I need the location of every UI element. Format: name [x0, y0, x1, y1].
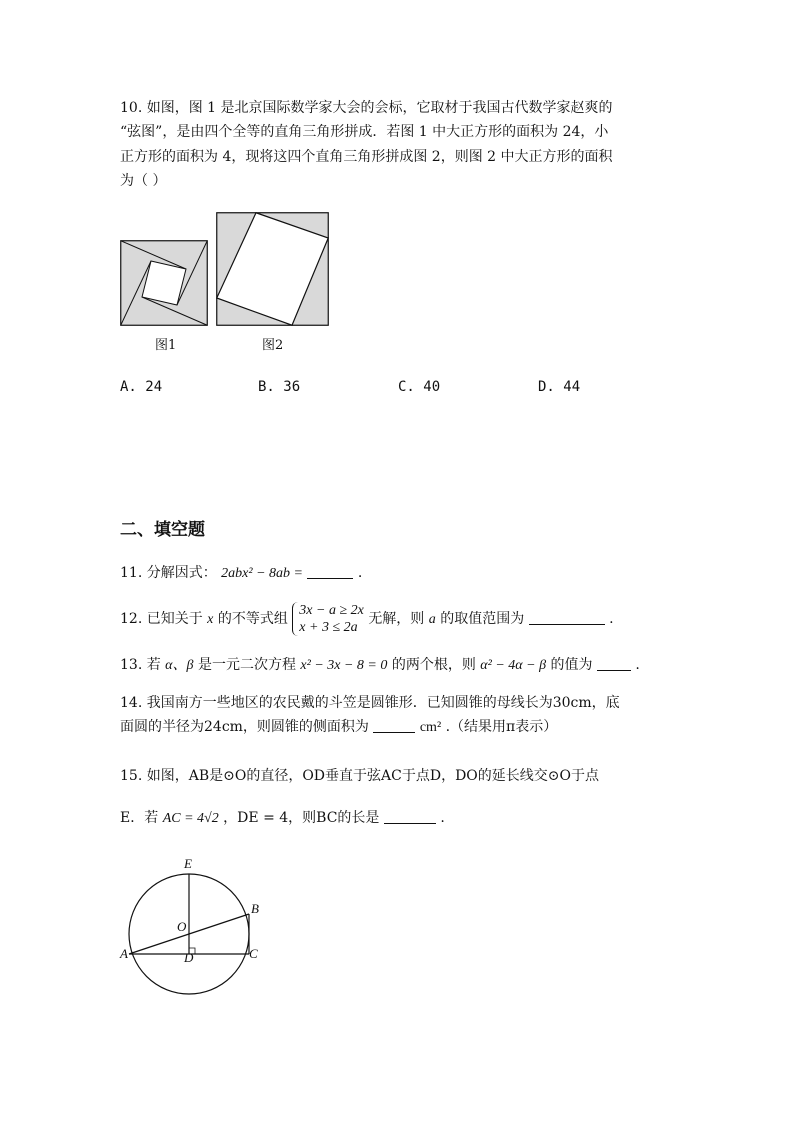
- figure-2-caption: 图2: [262, 338, 284, 353]
- q13-answer-blank[interactable]: [597, 656, 631, 671]
- q13-end: 的值为: [550, 657, 593, 673]
- q12-end: 的取值范围为: [440, 611, 525, 627]
- figure-1-string-diagram: [120, 240, 208, 326]
- q13-roots: α、β: [165, 658, 194, 673]
- point-label-d: D: [184, 950, 194, 965]
- q15-line-1: 15. 如图，AB是⊙O的直径，OD垂直于弦AC于点D，DO的延长线交⊙O于点: [120, 768, 599, 784]
- point-label-b: B: [251, 901, 259, 916]
- point-label-o: O: [177, 919, 187, 934]
- q15-mid: ，DE = 4，则BC的长是: [223, 810, 380, 826]
- q13-mid: 是一元二次方程: [197, 657, 296, 673]
- q10-option-d: D. 44: [538, 379, 581, 395]
- q10-line-4: 为（ ）: [120, 173, 167, 189]
- q12-inequality-2: x + 3 ≤ 2a: [299, 620, 358, 635]
- figure-2-square-diagram: [216, 212, 329, 326]
- q13-expression: α² − 4α − β: [480, 658, 547, 673]
- q12-prefix: 12. 已知关于: [120, 611, 203, 627]
- q15-answer-blank[interactable]: [384, 809, 436, 824]
- q13-suffix: .: [635, 657, 640, 673]
- q15-suffix: .: [440, 810, 445, 826]
- q12-answer-blank[interactable]: [529, 610, 605, 625]
- q10-option-c: C. 40: [398, 379, 441, 395]
- q12-var-a: a: [428, 612, 436, 627]
- q14-unit: cm²: [419, 720, 442, 735]
- q11-answer-blank[interactable]: [307, 564, 353, 579]
- q15-line-2-pre: E．若: [120, 810, 159, 826]
- q10-option-a: A. 24: [120, 379, 163, 395]
- q15-condition: AC = 4√2: [162, 811, 219, 826]
- q11-prefix: 11. 分解因式：: [120, 565, 217, 581]
- point-label-e: E: [184, 856, 192, 871]
- q13-prefix: 13. 若: [120, 657, 161, 673]
- q11-line: [120, 563, 362, 584]
- q12-inequality-1: 3x − a ≥ 2x: [299, 603, 364, 618]
- q10-line-1: 10. 如图，图 1 是北京国际数学家大会的会标，它取材于我国古代数学家赵爽的: [120, 100, 613, 116]
- q15-line-2: [120, 808, 445, 829]
- q11-suffix: .: [357, 565, 363, 581]
- q13-line: [120, 655, 640, 676]
- q13-mid2: 的两个根，则: [391, 657, 476, 673]
- figure-1-caption: 图1: [155, 338, 177, 353]
- q14-line-2: [120, 717, 557, 738]
- point-label-a: A: [120, 946, 128, 961]
- q14-answer-blank[interactable]: [373, 718, 415, 733]
- q12-line: [120, 600, 614, 639]
- q12-mid: 的不等式组: [217, 611, 288, 627]
- q14-line-1: 14. 我国南方一些地区的农民戴的斗笠是圆锥形．已知圆锥的母线长为30cm，底: [120, 695, 620, 711]
- q13-equation: x² − 3x − 8 = 0: [300, 658, 388, 673]
- q10-line-3: 正方形的面积为 4，现将这四个直角三角形拼成图 2，则图 2 中大正方形的面积: [120, 149, 613, 165]
- q11-expression: 2abx² − 8ab =: [221, 566, 303, 581]
- q14-line-2-pre: 面圆的半径为24cm，则圆锥的侧面积为: [120, 719, 369, 735]
- q15-circle-diagram: [118, 850, 268, 1000]
- q14-line-2-post: .（结果用π表示）: [445, 719, 558, 735]
- q10-option-b: B. 36: [258, 379, 301, 395]
- q10-line-2: “弦图”，是由四个全等的直角三角形拼成．若图 1 中大正方形的面积为 24，小: [120, 124, 609, 140]
- q12-var-x: x: [207, 612, 214, 627]
- point-label-c: C: [249, 946, 258, 961]
- q12-inequality-system: [292, 602, 364, 636]
- q12-suffix: .: [609, 611, 614, 627]
- q12-after: 无解，则: [368, 611, 425, 627]
- section-title: 二、填空题: [120, 520, 205, 540]
